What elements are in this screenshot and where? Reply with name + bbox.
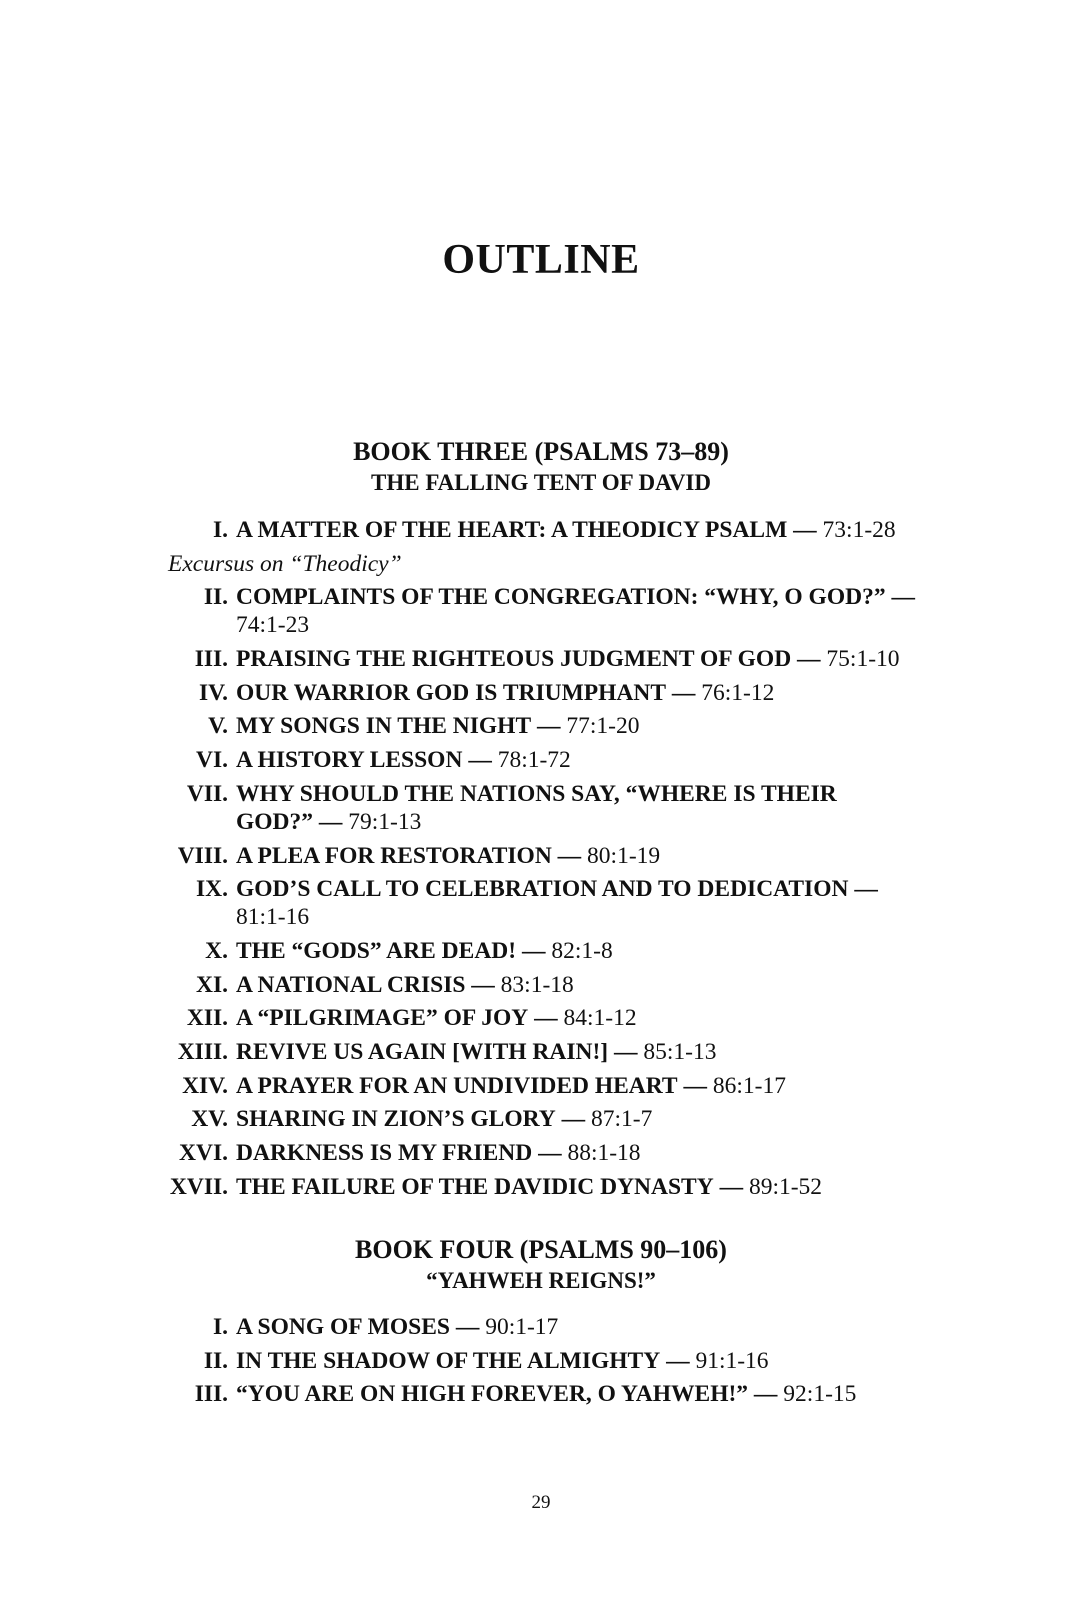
entry-numeral: XVI.	[179, 1140, 228, 1166]
entry-dash: —	[471, 971, 495, 998]
entry-reference: 81:1-16	[236, 904, 310, 931]
entry-dash: —	[719, 1173, 744, 1200]
entry-title: IN THE SHADOW OF THE ALMIGHTY	[236, 1347, 661, 1374]
entry-dash: —	[468, 747, 492, 774]
entry-reference: 87:1-7	[591, 1106, 653, 1133]
outline-entry	[168, 971, 918, 999]
outline-entry	[168, 712, 918, 740]
outline-entry	[168, 780, 918, 836]
entry-numeral: I.	[212, 1314, 228, 1340]
entry-reference: 86:1-17	[712, 1072, 786, 1099]
outline-entry	[168, 1313, 918, 1341]
entry-dash: —	[797, 646, 821, 673]
entry-reference: 74:1-23	[236, 612, 310, 639]
entry-reference: 88:1-18	[567, 1140, 641, 1166]
entry-reference: 85:1-13	[643, 1038, 717, 1065]
outline-entry	[168, 679, 918, 707]
entry-reference: 90:1-17	[485, 1314, 559, 1340]
book-three-heading: BOOK THREE (PSALMS 73–89)	[353, 437, 729, 466]
entry-reference: 82:1-8	[551, 937, 613, 964]
entry-dash: —	[318, 808, 343, 835]
entry-numeral: XII.	[186, 1005, 228, 1032]
entry-numeral: VI.	[196, 747, 228, 774]
entry-title: THE FAILURE OF THE DAVIDIC DYNASTY	[236, 1173, 714, 1200]
entry-title: A PLEA FOR RESTORATION	[236, 842, 552, 869]
outline-entry	[168, 1139, 918, 1167]
outline-entry	[168, 1105, 918, 1133]
entry-dash: —	[534, 1005, 558, 1032]
entry-dash: —	[455, 1314, 480, 1340]
entry-numeral: IV.	[199, 679, 228, 706]
book-four-outline-list	[168, 1313, 918, 1414]
entry-reference: 76:1-12	[701, 679, 775, 706]
entry-dash: —	[753, 1381, 778, 1408]
entry-title: A “PILGRIMAGE” OF JOY	[236, 1005, 529, 1032]
book-four-subheading: “YAHWEH REIGNS!”	[426, 1268, 656, 1293]
outline-entry	[168, 1004, 918, 1032]
entry-reference: 83:1-18	[500, 971, 574, 998]
entry-numeral: IX.	[196, 876, 228, 903]
entry-reference: 75:1-10	[826, 646, 900, 673]
entry-dash: —	[891, 584, 915, 611]
entry-title: THE “GODS” ARE DEAD!	[236, 937, 517, 964]
page-number: 29	[531, 1492, 551, 1513]
entry-numeral: II.	[203, 584, 228, 611]
entry-numeral: V.	[208, 713, 228, 740]
outline-entry	[168, 1072, 918, 1100]
entry-title: OUR WARRIOR GOD IS TRIUMPHANT	[236, 679, 667, 706]
entry-title: REVIVE US AGAIN [WITH RAIN!]	[236, 1038, 609, 1065]
entry-numeral: XIII.	[177, 1038, 228, 1065]
entry-reference: 91:1-16	[695, 1347, 769, 1374]
entry-reference: 78:1-72	[497, 747, 571, 774]
entry-numeral: VIII.	[177, 842, 228, 869]
entry-title: PRAISING THE RIGHTEOUS JUDGMENT OF GOD	[236, 646, 792, 673]
entry-dash: —	[521, 937, 546, 964]
entry-title: A SONG OF MOSES	[236, 1314, 450, 1340]
outline-entry	[168, 875, 918, 931]
outline-entry	[168, 842, 918, 870]
entry-title: WHY SHOULD THE NATIONS SAY, “WHERE IS THEIR GOD?”	[236, 780, 837, 835]
entry-reference: 73:1-28	[822, 517, 896, 543]
book-four-header	[0, 1234, 1082, 1296]
outline-entry	[168, 1380, 918, 1408]
entry-title: “YOU ARE ON HIGH FOREVER, O YAHWEH!”	[236, 1381, 749, 1408]
excursus-note: Excursus on “Theodicy”	[168, 550, 402, 577]
entry-reference: 92:1-15	[783, 1381, 857, 1408]
entry-dash: —	[557, 842, 582, 869]
page-title: OUTLINE	[442, 237, 640, 283]
entry-dash: —	[671, 679, 696, 706]
book-three-outline-list	[168, 516, 918, 1206]
outline-entry	[168, 516, 918, 544]
entry-reference: 80:1-19	[587, 842, 661, 869]
entry-title: MY SONGS IN THE NIGHT	[236, 713, 532, 740]
entry-numeral: XV.	[191, 1106, 228, 1133]
entry-title: COMPLAINTS OF THE CONGREGATION: “WHY, O GOD?”	[236, 584, 886, 611]
outline-entry	[168, 1347, 918, 1375]
entry-dash: —	[614, 1038, 638, 1065]
entry-numeral: VII.	[186, 780, 228, 807]
entry-dash: —	[793, 517, 817, 543]
entry-numeral: III.	[194, 1381, 228, 1408]
entry-numeral: XVII.	[169, 1173, 228, 1200]
entry-reference: 77:1-20	[566, 713, 640, 740]
entry-dash: —	[854, 876, 878, 903]
outline-entry	[168, 746, 918, 774]
entry-dash: —	[561, 1106, 586, 1133]
entry-reference: 84:1-12	[563, 1005, 637, 1032]
entry-numeral: XIV.	[182, 1072, 228, 1099]
book-four-heading: BOOK FOUR (PSALMS 90–106)	[355, 1235, 727, 1264]
entry-numeral: X.	[205, 937, 228, 964]
entry-numeral: II.	[203, 1347, 228, 1374]
book-three-subheading: THE FALLING TENT OF DAVID	[371, 470, 711, 495]
entry-numeral: I.	[212, 517, 228, 543]
entry-title: DARKNESS IS MY FRIEND	[236, 1140, 533, 1166]
entry-title: GOD’S CALL TO CELEBRATION AND TO DEDICATION	[236, 876, 849, 903]
entry-title: SHARING IN ZION’S GLORY	[236, 1106, 556, 1133]
entry-dash: —	[666, 1347, 690, 1374]
entry-numeral: XI.	[196, 971, 228, 998]
outline-entry	[168, 1038, 918, 1066]
entry-reference: 79:1-13	[348, 808, 422, 835]
entry-dash: —	[538, 1140, 562, 1166]
outline-entry	[168, 645, 918, 673]
entry-dash: —	[683, 1072, 707, 1099]
outline-entry	[168, 583, 918, 639]
book-three-header	[0, 436, 1082, 498]
entry-reference: 89:1-52	[748, 1173, 823, 1200]
outline-entry	[168, 1173, 918, 1201]
entry-title: A NATIONAL CRISIS	[236, 971, 466, 998]
entry-numeral: III.	[194, 646, 228, 673]
entry-title: A PRAYER FOR AN UNDIVIDED HEART	[236, 1072, 678, 1099]
entry-dash: —	[537, 713, 561, 740]
entry-title: A HISTORY LESSON	[236, 747, 463, 774]
outline-entry	[168, 937, 918, 965]
entry-title: A MATTER OF THE HEART: A THEODICY PSALM	[236, 517, 788, 543]
